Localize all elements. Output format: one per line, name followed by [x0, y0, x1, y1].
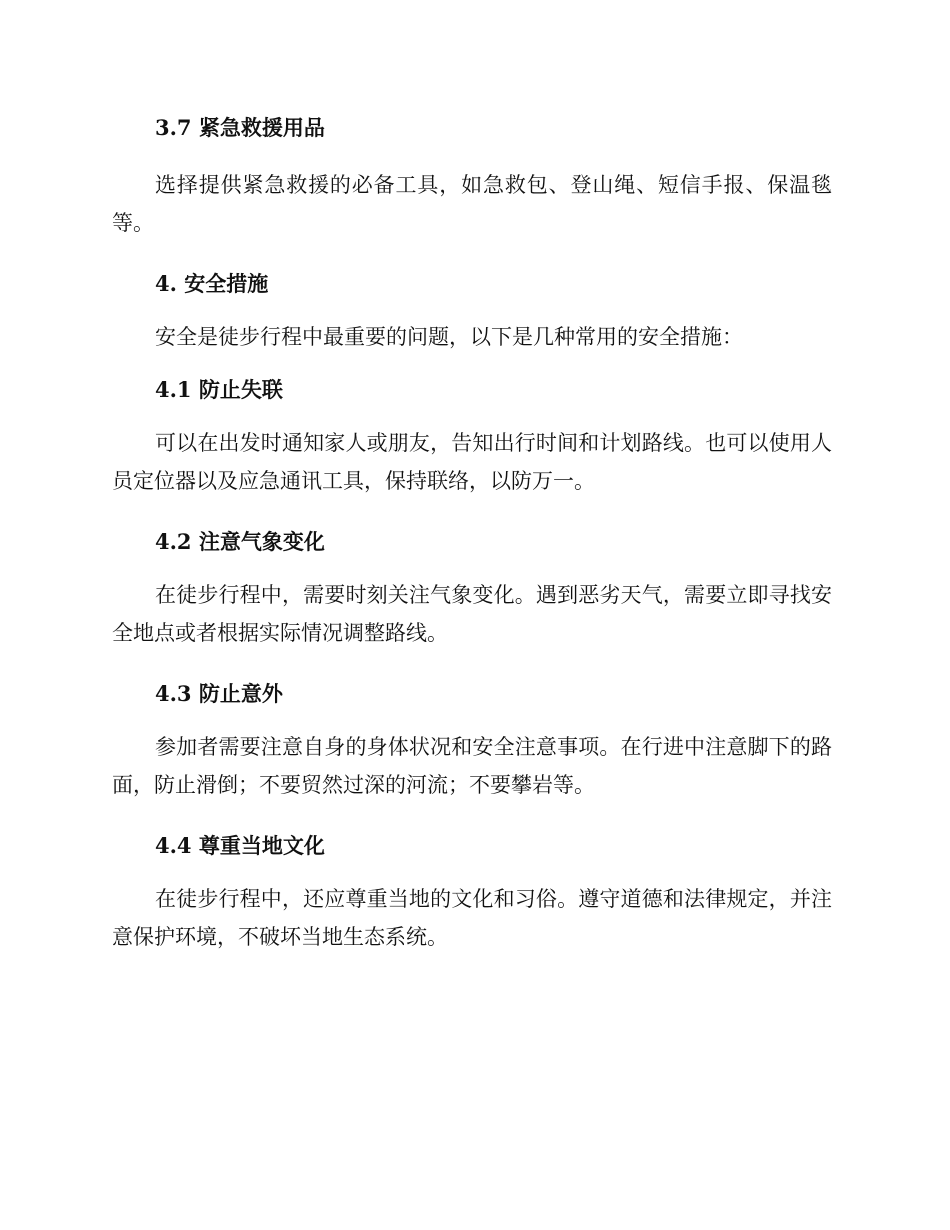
section-heading: 4.2 注意气象变化 — [155, 529, 325, 554]
section-heading: 4.4 尊重当地文化 — [155, 833, 325, 858]
section-heading: 4.1 防止失联 — [155, 377, 283, 402]
document-page — [112, 108, 832, 956]
section-heading: 4.3 防止意外 — [155, 681, 283, 706]
section-paragraph: 可以在出发时通知家人或朋友，告知出行时间和计划路线。也可以使用人员定位器以及应急通讯工具，保持联络，以防万一。 — [112, 431, 832, 493]
section-paragraph: 在徒步行程中，还应尊重当地的文化和习俗。遵守道德和法律规定，并注意保护环境，不破坏当地生态系统。 — [112, 887, 832, 949]
section-paragraph: 安全是徒步行程中最重要的问题，以下是几种常用的安全措施： — [155, 325, 743, 349]
section-paragraph: 参加者需要注意自身的身体状况和安全注意事项。在行进中注意脚下的路面，防止滑倒；不要贸然过深的河流；不要攀岩等。 — [112, 735, 832, 797]
section-heading: 4. 安全措施 — [155, 271, 269, 296]
section-heading: 3.7 紧急救援用品 — [155, 115, 325, 140]
section-paragraph: 选择提供紧急救援的必备工具，如急救包、登山绳、短信手报、保温毯等。 — [112, 173, 832, 235]
section-paragraph: 在徒步行程中，需要时刻关注气象变化。遇到恶劣天气，需要立即寻找安全地点或者根据实际情况调整路线。 — [112, 583, 832, 645]
